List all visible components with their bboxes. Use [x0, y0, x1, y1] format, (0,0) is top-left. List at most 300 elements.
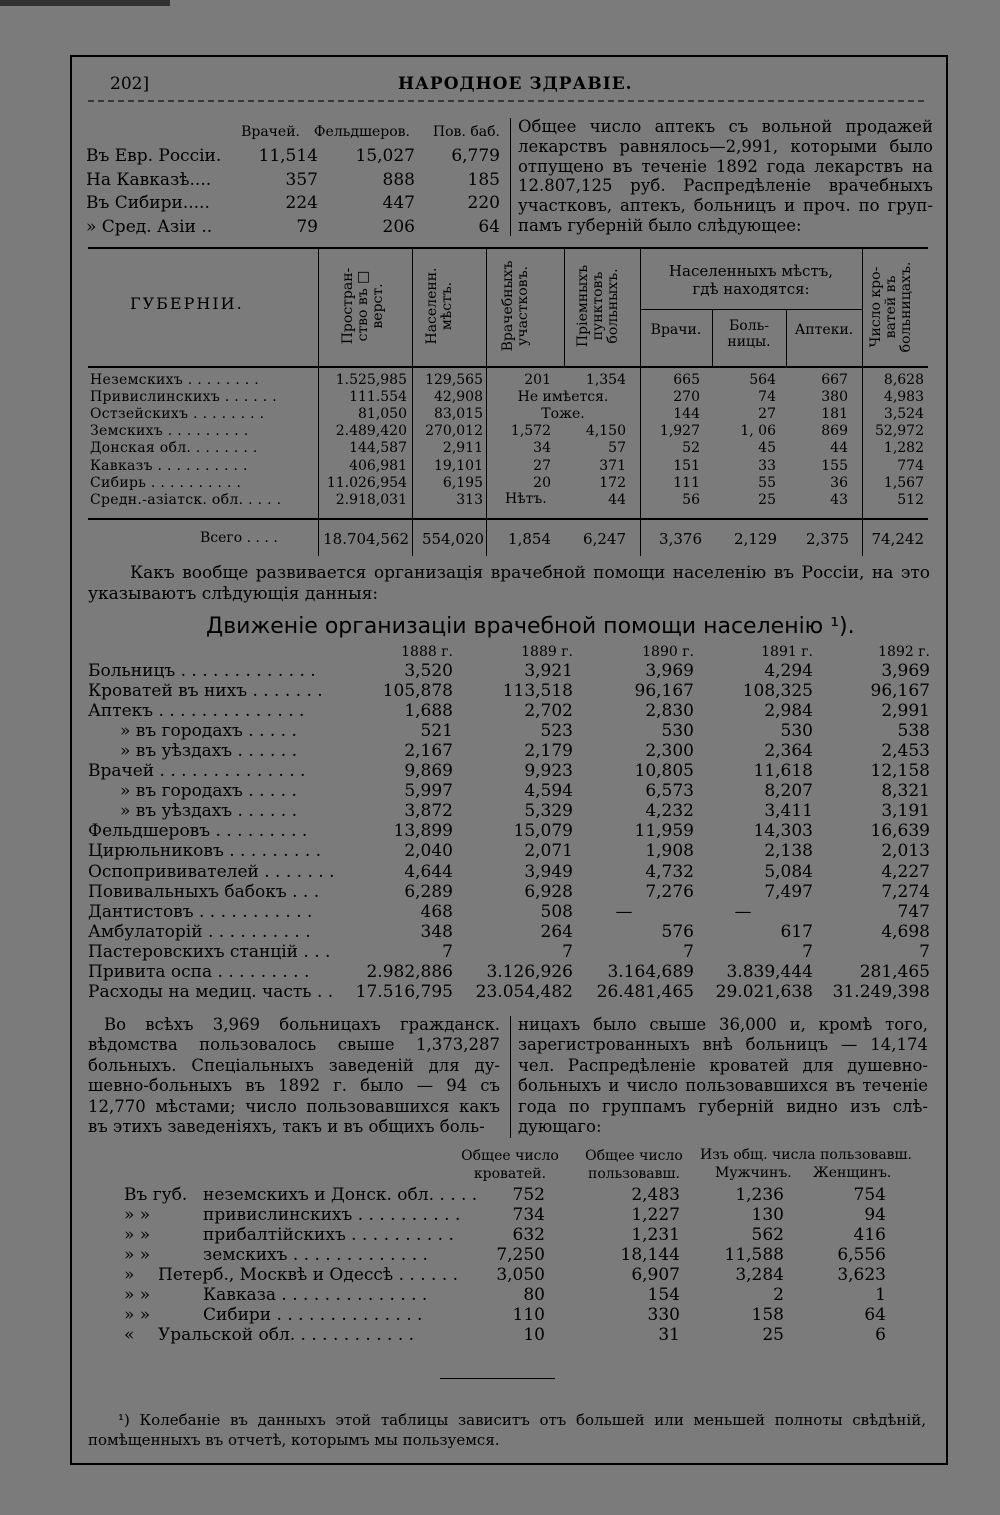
beds-cell: 10 [523, 1325, 545, 1345]
gub-cell: 45 [758, 440, 776, 457]
movement-row-label: Повивальныхъ бабокъ . . . [88, 881, 320, 902]
paragraph-line: памъ губерній было слѣдующее: [518, 216, 802, 235]
top-cell: 206 [382, 216, 415, 237]
paragraph-line: помѣщенныхъ въ отчетѣ, которымъ мы пользуемся. [88, 1431, 500, 1449]
movement-cell: 3,969 [881, 661, 930, 681]
movement-year-header: 1892 г. [878, 644, 930, 660]
gub-total-cell: 74,242 [871, 530, 924, 548]
gub-cell: 111 [673, 474, 700, 491]
top-col-header: Врачей. [241, 124, 300, 140]
movement-cell: 14,303 [753, 821, 813, 842]
gub-cell: 56 [682, 491, 700, 508]
beds-cell: 6,907 [631, 1265, 680, 1285]
paragraph-line: указываютъ слѣдующія данныя: [88, 584, 379, 604]
gub-cell: 1,572 [510, 423, 551, 440]
gub-cell: 564 [749, 372, 776, 388]
gub-cell: 1,282 [883, 440, 924, 457]
beds-row-label: неземскихъ и Донск. обл. . . . . [203, 1185, 478, 1205]
movement-row-label: Расходы на медиц. часть . . [88, 981, 334, 1002]
gub-cell: 1,927 [659, 423, 700, 440]
beds-col-header: Число кро- ватей въ больницахъ. [868, 261, 914, 353]
top-cell: 447 [382, 193, 415, 213]
doc-col-header: Врачебныхъ участковъ. [500, 260, 531, 352]
movement-cell: 23.054,482 [475, 981, 573, 1002]
top-cell: 11,514 [258, 146, 318, 166]
movement-cell: 113,518 [502, 681, 573, 702]
beds-row-label: земскихъ . . . . . . . . . . . . . [203, 1245, 428, 1265]
top-cell: 15,027 [355, 146, 415, 166]
gub-cell: 2,911 [442, 440, 483, 457]
top-cell: 224 [285, 193, 318, 213]
gub-cell: 869 [821, 423, 848, 440]
movement-cell: 3,191 [881, 801, 930, 822]
gub-cell: 313 [456, 491, 483, 508]
gub-row-label: Донская обл. . . . . . . . [90, 440, 258, 457]
movement-cell: 4,594 [524, 781, 573, 802]
movement-cell: 617 [780, 921, 813, 942]
movement-cell: 15,079 [513, 821, 573, 842]
movement-cell: 2,071 [524, 841, 573, 862]
movement-cell: 11,959 [634, 821, 694, 842]
gub-cell: 34 [533, 440, 551, 457]
gub-cell: 151 [673, 457, 700, 474]
beds-row-quote: » [124, 1265, 135, 1285]
movement-cell: 12,158 [870, 761, 930, 782]
gub-cell: 665 [673, 372, 700, 388]
gub-table-top-rule [88, 247, 928, 249]
gub-total-cell: 6,247 [583, 530, 626, 548]
gub-cell: 52,972 [875, 423, 924, 440]
gub-cell: 57 [608, 440, 626, 457]
movement-year-header: 1888 г. [401, 644, 453, 660]
beds-h3a: Мужчинъ. [715, 1165, 792, 1181]
beds-cell: 562 [751, 1225, 784, 1245]
beds-cell: 3,050 [496, 1265, 545, 1285]
beds-cell: 330 [647, 1305, 680, 1325]
gub-cell: 43 [830, 491, 848, 508]
top-row-label: На Кавказѣ.... [86, 169, 212, 190]
movement-row-label: » въ уѣздахъ . . . . . . [120, 741, 297, 762]
movement-cell: 2,984 [764, 701, 813, 722]
movement-cell: 7 [562, 941, 573, 962]
movement-row-label: » въ городахъ . . . . . [120, 781, 297, 802]
movement-row-label: Амбулаторій . . . . . . . . . . [88, 921, 311, 942]
beds-row-label: Петерб., Москвѣ и Одессѣ . . . . . . [158, 1265, 459, 1285]
gub-cell: 6,195 [442, 474, 483, 491]
beds-cell: 94 [864, 1205, 886, 1225]
beds-cell: 154 [647, 1285, 680, 1305]
beds-cell: 416 [853, 1225, 886, 1245]
movement-cell: 8,321 [881, 781, 930, 802]
beds-row-quote: » » [124, 1285, 151, 1305]
movement-cell: 2,830 [645, 701, 694, 722]
movement-cell: 8,207 [764, 781, 813, 802]
movement-cell: 29.021,638 [715, 981, 813, 1002]
gub-cell: 129,565 [425, 372, 483, 388]
gub-row-label: Кавказъ . . . . . . . . . . [90, 457, 248, 474]
movement-row-label: Кроватей въ нихъ . . . . . . . [88, 681, 323, 702]
top-cell: 888 [382, 169, 415, 190]
movement-cell: 2,702 [524, 701, 573, 722]
gub-cell: 512 [897, 491, 924, 508]
gub-cell: 27 [533, 457, 551, 474]
gub-row-label: Средн.-азіатск. обл. . . . . [90, 491, 282, 508]
beds-cell: 1,227 [631, 1205, 680, 1225]
movement-cell: 2,453 [881, 741, 930, 762]
movement-cell: 6,928 [524, 881, 573, 902]
gub-cell: 155 [821, 457, 848, 474]
movement-row-label: » въ городахъ . . . . . [120, 721, 297, 742]
beds-cell: 11,588 [724, 1245, 784, 1265]
gub-row-label: Привислинскихъ . . . . . . [90, 389, 278, 406]
movement-row-label: Больницъ . . . . . . . . . . . . . [88, 661, 316, 681]
movement-year-header: 1889 г. [521, 644, 573, 660]
gub-total-cell: 1,854 [508, 530, 551, 548]
movement-cell: 530 [661, 721, 694, 742]
beds-cell: 754 [853, 1185, 886, 1205]
page-number: 202] [110, 74, 150, 94]
gub-cell: 20 [533, 474, 551, 491]
movement-cell: 11,618 [753, 761, 813, 782]
movement-cell: 2.982,886 [366, 961, 453, 982]
apt-col-header: Аптеки. [794, 322, 854, 338]
movement-cell: 3,520 [404, 661, 453, 681]
beds-h3: Изъ общ. числа пользовавш. [700, 1147, 913, 1163]
movement-cell: 1,688 [404, 701, 453, 722]
movement-row-label: Дантистовъ . . . . . . . . . . . [88, 901, 313, 922]
movement-cell: 6,289 [404, 881, 453, 902]
gub-cell: 8,628 [883, 372, 924, 388]
gub-cell: 181 [821, 406, 848, 423]
top-cell: 6,779 [451, 146, 500, 166]
paragraph-line: Общее число аптекъ съ вольной продажей [518, 117, 933, 136]
movement-cell: 2,040 [404, 841, 453, 862]
gub-cell: 27 [758, 406, 776, 423]
gub-group-rule [640, 309, 862, 310]
top-row-label: Въ Евр. Россіи. [86, 146, 222, 166]
movement-cell: 7,276 [645, 881, 694, 902]
movement-year-header: 1891 г. [761, 644, 813, 660]
paragraph-line: Какъ вообще развивается организація врачебной помощи населенію въ Россіи, на это [130, 563, 930, 583]
beds-cell: 25 [762, 1325, 784, 1345]
movement-row-label: Пастеровскихъ станцій . . . [88, 941, 331, 962]
paragraph-line: участковъ, аптекъ, больницъ и проч. по груп- [518, 196, 933, 216]
gub-cell: 1, 06 [740, 423, 776, 440]
movement-row-label: Цирюльниковъ . . . . . . . . . [88, 841, 322, 862]
movement-cell: 281,465 [859, 961, 930, 982]
gub-row-label: Земскихъ . . . . . . . . . [90, 423, 249, 440]
gub-cell: 83,015 [434, 406, 483, 423]
beds-cell: 6 [875, 1325, 886, 1345]
movement-title: Движеніе организаціи врачебной помощи населенію ¹). [206, 614, 855, 639]
movement-cell: 10,805 [634, 761, 694, 782]
movement-cell: 7 [802, 941, 813, 962]
top-edge-mark [0, 0, 170, 6]
paragraph-line: вѣдомства пользовалось свыше 1,373,287 [88, 1035, 500, 1055]
gub-total-cell: 18.704,562 [323, 530, 409, 548]
movement-cell: 5,997 [404, 781, 453, 802]
movement-cell: 96,167 [634, 681, 694, 702]
beds-row-label: Кавказа . . . . . . . . . . . . . . [203, 1285, 428, 1305]
gub-cell: 1,354 [585, 372, 626, 388]
movement-cell: 9,869 [404, 761, 453, 782]
beds-row-label: Сибири . . . . . . . . . . . . . . [203, 1305, 423, 1325]
gub-cell: 2.918,031 [335, 491, 407, 508]
beds-cell: 130 [751, 1205, 784, 1225]
paragraph-line: въ этихъ заведеніяхъ, такъ и въ общихъ боль- [88, 1117, 485, 1136]
gub-total-cell: 2,375 [806, 530, 849, 548]
privisl-note: Не имѣется. [517, 389, 609, 405]
gub-cell: 3,524 [883, 406, 924, 423]
beds-h1: Общее число кроватей. [461, 1148, 559, 1182]
movement-cell: 3.126,926 [486, 961, 573, 982]
movement-cell: 348 [420, 921, 453, 942]
recv-col-header: Пріемныхъ пунктовъ больныхъ. [575, 264, 621, 348]
gub-cell: 42,908 [434, 389, 483, 406]
group-col-header: Населенныхъ мѣстъ, гдѣ находятся: [668, 262, 834, 298]
movement-cell: 521 [420, 721, 453, 742]
movement-cell: 4,732 [645, 861, 694, 882]
beds-row-label: Уральской обл. . . . . . . . . . . . [158, 1325, 415, 1345]
movement-cell: 523 [540, 721, 573, 742]
gub-cell: 44 [608, 491, 626, 508]
movement-cell: 530 [780, 721, 813, 742]
beds-cell: 1 [875, 1285, 886, 1305]
beds-cell: 752 [512, 1185, 545, 1205]
gub-cell: 380 [821, 389, 848, 406]
movement-cell: 7 [683, 941, 694, 962]
paragraph-line: больныхъ. Спеціальныхъ заведеній для ду- [88, 1055, 500, 1075]
gub-cell: 667 [821, 372, 848, 388]
paragraph-line: шевно-больныхъ въ 1892 г. было — 94 съ [88, 1076, 500, 1096]
ostz-note: Тоже. [541, 406, 585, 422]
columns-divider [510, 1016, 511, 1138]
movement-cell: 3,872 [404, 801, 453, 822]
top-cell: 220 [467, 193, 500, 213]
gub-row-label: Неземскихъ . . . . . . . . [90, 372, 260, 388]
movement-cell: 2,179 [524, 741, 573, 762]
gub-total-label: Всего . . . . [200, 530, 278, 546]
movement-cell: 1,908 [645, 841, 694, 862]
movement-cell: 538 [897, 721, 930, 742]
movement-row-label: Врачей . . . . . . . . . . . . . . [88, 761, 306, 782]
movement-cell: 4,294 [764, 661, 813, 681]
boln-col-header: Боль- ницы. [727, 318, 771, 350]
paragraph-line: зарегистрованныхъ внѣ больницъ — 14,174 [518, 1035, 928, 1055]
gub-cell: 4,150 [585, 423, 626, 440]
movement-cell: 3,969 [645, 661, 694, 681]
sredn-note: Нѣтъ. [505, 491, 547, 507]
paragraph-line: 12.807,125 руб. Распредѣленіе врачебныхъ [518, 176, 933, 196]
paragraph-line: Во всѣхъ 3,969 больницахъ гражданск. [104, 1015, 500, 1034]
gub-cell: 55 [758, 474, 776, 491]
gub-cell: 774 [897, 457, 924, 474]
gub-cell: 172 [599, 474, 626, 491]
movement-cell: 7,274 [881, 881, 930, 902]
gub-cell: 74 [758, 389, 776, 406]
gub-cell: 19,101 [434, 457, 483, 474]
movement-cell: 7,497 [764, 881, 813, 902]
beds-cell: 1,231 [631, 1225, 680, 1245]
movement-cell: 7 [919, 941, 930, 962]
beds-cell: 158 [751, 1305, 784, 1325]
movement-row-label: Фельдшеровъ . . . . . . . . . [88, 821, 308, 842]
top-cell: 64 [478, 216, 500, 237]
top-cell: 185 [467, 169, 500, 190]
gub-cell: 144,587 [349, 440, 407, 457]
top-col-header: Фельдшеров. [313, 124, 410, 140]
paragraph-line: ницахъ было свыше 36,000 и, кромѣ того, [518, 1015, 928, 1034]
gub-cell: 44 [830, 440, 848, 457]
movement-cell: 6,573 [645, 781, 694, 802]
movement-row-label: Привита оспа . . . . . . . . . [88, 961, 310, 982]
movement-cell: 31.249,398 [832, 981, 930, 1002]
movement-cell: 17.516,795 [355, 981, 453, 1002]
gub-col-line [786, 310, 787, 366]
top-divider [510, 118, 511, 236]
gub-cell: 144 [673, 406, 700, 423]
gub-cell: 270,012 [425, 423, 483, 440]
beds-row-quote: « [124, 1325, 135, 1345]
gub-cell: 4,983 [883, 389, 924, 406]
footnote-rule [440, 1378, 555, 1379]
paragraph-line: чел. Распредѣленіе кроватей для душевно- [518, 1055, 928, 1075]
beds-h2: Общее число пользовавш. [585, 1148, 683, 1182]
gub-cell: 201 [524, 372, 551, 388]
gub-table-total-rule [88, 518, 928, 520]
gub-cell: 2.489,420 [335, 423, 407, 440]
movement-cell: 4,232 [645, 801, 694, 822]
movement-row-label: » въ уѣздахъ . . . . . . [120, 801, 297, 822]
gub-row-label: Остзейскихъ . . . . . . . . [90, 406, 265, 423]
gub-table-head-rule [88, 366, 928, 368]
movement-cell: — [734, 901, 752, 922]
top-row-label: Въ Сибири..... [86, 193, 210, 213]
pop-col-header: Населенн. мѣстъ. [424, 267, 455, 345]
top-cell: 79 [296, 216, 318, 237]
paragraph-line: года по группамъ губерній видно изъ слѣ- [518, 1096, 928, 1116]
beds-cell: 2 [773, 1285, 784, 1305]
beds-row-quote: » » [124, 1305, 151, 1325]
gub-col-header: ГУБЕРНІИ. [130, 294, 244, 313]
gub-cell: 1,567 [883, 474, 924, 491]
movement-cell: 508 [540, 901, 573, 922]
gub-cell: 36 [830, 474, 848, 491]
movement-cell: 26.481,465 [596, 981, 694, 1002]
paragraph-line: 12,770 мѣстами; число пользовавшихся какъ [88, 1096, 500, 1116]
beds-cell: 110 [512, 1305, 545, 1325]
movement-cell: 5,084 [764, 861, 813, 882]
beds-cell: 64 [864, 1305, 886, 1325]
movement-cell: 747 [897, 901, 930, 922]
paragraph-line: дующаго: [518, 1117, 602, 1136]
beds-cell: 2,483 [631, 1185, 680, 1205]
movement-cell: 7 [442, 941, 453, 962]
gub-cell: 111.554 [349, 389, 407, 406]
page-title: НАРОДНОЕ ЗДРАВІЕ. [398, 74, 633, 94]
movement-cell: 2,167 [404, 741, 453, 762]
movement-cell: 9,923 [524, 761, 573, 782]
paragraph-line: отпущено въ теченіе 1892 года лекарствъ на [518, 156, 933, 176]
movement-row-label: Аптекъ . . . . . . . . . . . . . . [88, 701, 305, 722]
movement-cell: 264 [540, 921, 573, 942]
gub-total-cell: 3,376 [659, 530, 702, 548]
gub-col-line [564, 248, 565, 366]
movement-cell: 3,949 [524, 861, 573, 882]
movement-cell: 2,364 [764, 741, 813, 762]
beds-row-label: привислинскихъ . . . . . . . . . . [203, 1205, 461, 1225]
movement-cell: 576 [661, 921, 694, 942]
beds-row-quote: » » [124, 1245, 151, 1265]
movement-cell: 3.164,689 [607, 961, 694, 982]
gub-cell: 81,050 [358, 406, 407, 423]
movement-cell: 468 [420, 901, 453, 922]
gub-cell: 406,981 [349, 457, 407, 474]
beds-cell: 3,284 [735, 1265, 784, 1285]
beds-row-quote: » » [124, 1225, 151, 1245]
gub-cell: 1.525,985 [335, 372, 407, 388]
beds-cell: 1,236 [735, 1185, 784, 1205]
vrachi-col-header: Врачи. [650, 322, 702, 338]
movement-cell: 96,167 [870, 681, 930, 702]
gub-cell: 11.026,954 [326, 474, 407, 491]
beds-row-label: прибалтійскихъ . . . . . . . . . . [203, 1225, 454, 1245]
gub-cell: 371 [599, 457, 626, 474]
beds-cell: 632 [512, 1225, 545, 1245]
movement-row-label: Оспопрививателей . . . . . . . [88, 861, 335, 882]
movement-cell: 2,013 [881, 841, 930, 862]
beds-cell: 80 [523, 1285, 545, 1305]
movement-cell: — [615, 901, 633, 922]
paragraph-line: лекарствъ равнялось—2,991, которыми было [518, 136, 933, 156]
beds-row-quote: Въ губ. [124, 1185, 188, 1205]
movement-cell: 2,300 [645, 741, 694, 762]
beds-cell: 31 [658, 1325, 680, 1345]
movement-cell: 3,411 [764, 801, 813, 822]
movement-cell: 13,899 [393, 821, 453, 842]
movement-cell: 3,921 [524, 661, 573, 681]
gub-cell: 52 [682, 440, 700, 457]
movement-cell: 4,644 [404, 861, 453, 882]
beds-cell: 6,556 [837, 1245, 886, 1265]
movement-cell: 16,639 [870, 821, 930, 842]
beds-cell: 18,144 [620, 1245, 680, 1265]
gub-cell: 33 [758, 457, 776, 474]
movement-cell: 3.839,444 [726, 961, 813, 982]
paragraph-line: ¹) Колебаніе въ данныхъ этой таблицы зависитъ отъ большей или меньшей полноты свѣдѣній, [118, 1411, 926, 1429]
movement-cell: 2,138 [764, 841, 813, 862]
movement-cell: 4,698 [881, 921, 930, 942]
beds-cell: 7,250 [496, 1245, 545, 1265]
space-col-header: Простран- ство въ □ верст. [340, 267, 386, 345]
gub-total-cell: 554,020 [421, 530, 484, 548]
movement-cell: 5,329 [524, 801, 573, 822]
movement-cell: 4,227 [881, 861, 930, 882]
beds-cell: 3,623 [837, 1265, 886, 1285]
beds-h3b: Женщинъ. [813, 1165, 892, 1181]
top-row-label: » Сред. Азіи .. [86, 216, 213, 237]
gub-cell: 270 [673, 389, 700, 406]
top-cell: 357 [285, 169, 318, 190]
beds-cell: 734 [512, 1205, 545, 1225]
movement-cell: 105,878 [382, 681, 453, 702]
movement-cell: 2,991 [881, 701, 930, 722]
top-col-header: Пов. баб. [432, 124, 500, 140]
beds-row-quote: » » [124, 1205, 151, 1225]
gub-cell: 25 [758, 491, 776, 508]
header-rule [88, 100, 926, 102]
gub-row-label: Сибирь . . . . . . . . . . [90, 474, 242, 491]
